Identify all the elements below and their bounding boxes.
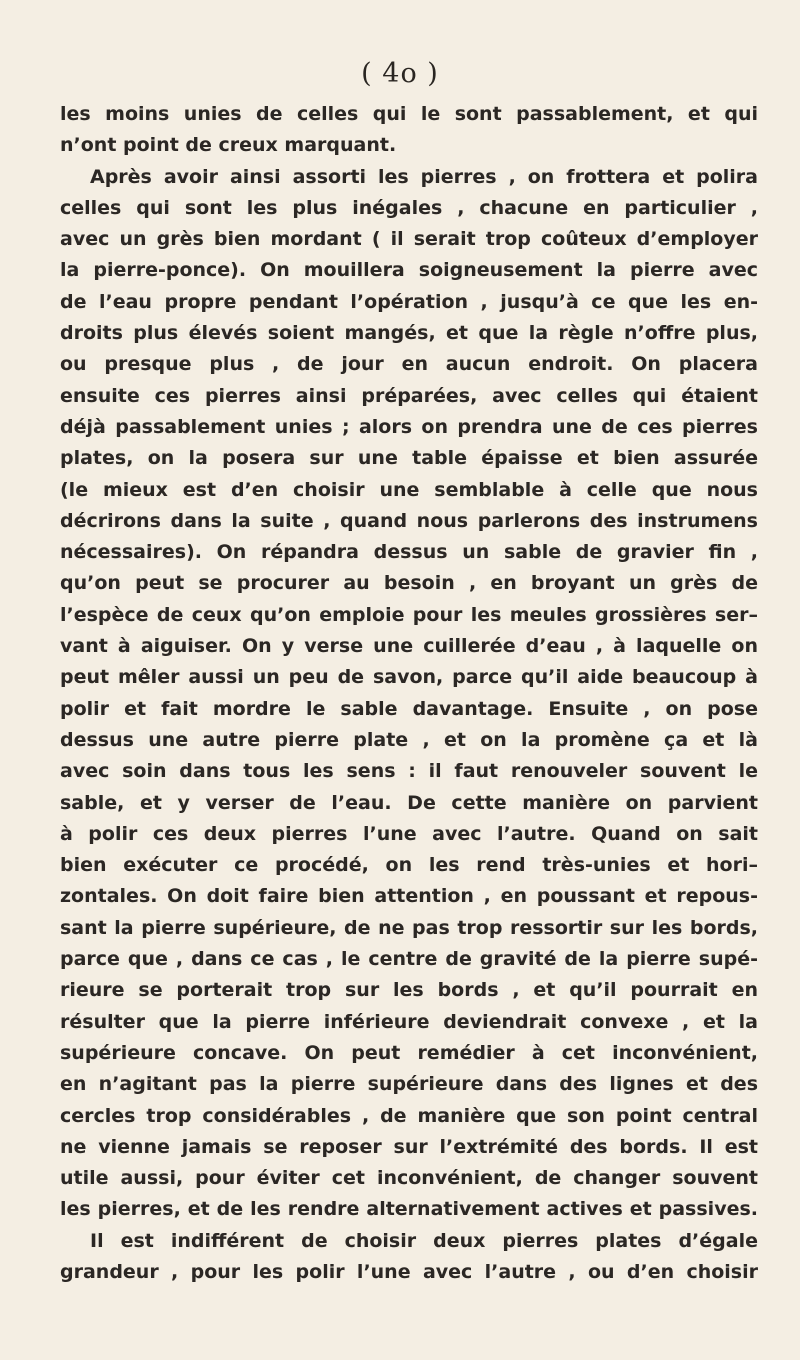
text-line: sant la pierre supérieure, de ne pas trop ressortir sur les bords, [60, 916, 758, 939]
text-line: (le mieux est d’en choisir une semblable à celle que nous [60, 478, 758, 501]
text-line: qu’on peut se procurer au besoin , en broyant un grès de [60, 572, 758, 595]
text-line: bien exécuter ce procédé, on les rend très-unies et hori– [60, 854, 758, 877]
text-line: les moins unies de celles qui le sont passablement, et qui [60, 103, 758, 125]
text-line: celles qui sont les plus inégales , chacune en particulier , [60, 196, 758, 219]
page-number: ( 4o ) [361, 58, 439, 89]
text-line: polir et fait mordre le sable davantage. Ensuite , on pose [60, 697, 758, 720]
text-line: l’espèce de ceux qu’on emploie pour les meules grossières ser– [60, 603, 758, 626]
text-line: déjà passablement unies ; alors on prendra une de ces pierres [60, 415, 758, 438]
text-line: les pierres, et de les rendre alternativement actives et passives. [60, 1198, 758, 1221]
text-line: de l’eau propre pendant l’opération , jusqu’à ce que les en- [60, 290, 758, 313]
text-line: résulter que la pierre inférieure deviendrait convexe , et la [60, 1010, 758, 1033]
text-line: avec soin dans tous les sens : il faut renouveler souvent le [60, 760, 758, 783]
text-line: n’ont point de creux marquant. [60, 134, 397, 157]
text-line: ensuite ces pierres ainsi préparées, avec celles qui étaient [60, 384, 758, 407]
text-line: vant à aiguiser. On y verse une cuillerée d’eau , à laquelle on [60, 635, 758, 658]
text-line: ou presque plus , de jour en aucun endroit. On placera [60, 353, 758, 376]
text-line: à polir ces deux pierres l’une avec l’autre. Quand on sait [60, 822, 758, 845]
text-line: droits plus élevés soient mangés, et que la règle n’offre plus, [60, 322, 758, 345]
text-line: ne vienne jamais se reposer sur l’extrémité des bords. Il est [60, 1135, 758, 1158]
text-line: nécessaires). On répandra dessus un sable de gravier fin , [60, 541, 758, 564]
text-line: décrirons dans la suite , quand nous parlerons des instrumens [60, 509, 758, 532]
text-line: Il est indifférent de choisir deux pierres plates d’égale [90, 1229, 758, 1252]
text-line: cercles trop considérables , de manière que son point central [60, 1104, 758, 1127]
text-line: en n’agitant pas la pierre supérieure dans des lignes et des [60, 1073, 758, 1096]
text-line: sable, et y verser de l’eau. De cette manière on parvient [60, 791, 758, 814]
text-line: zontales. On doit faire bien attention , en poussant et repous- [60, 885, 758, 908]
text-line: supérieure concave. On peut remédier à cet inconvénient, [60, 1041, 758, 1064]
text-line: utile aussi, pour éviter cet inconvénient, de changer souvent [60, 1167, 758, 1190]
text-line: peut mêler aussi un peu de savon, parce qu’il aide beaucoup à [60, 666, 758, 689]
body-text [60, 99, 758, 1288]
text-line: dessus une autre pierre plate , et on la promène ça et là [60, 728, 758, 751]
text-line: avec un grès bien mordant ( il serait trop coûteux d’employer [60, 228, 758, 251]
text-line: rieure se porterait trop sur les bords , et qu’il pourrait en [60, 979, 758, 1002]
text-line: plates, on la posera sur une table épaisse et bien assurée [60, 447, 758, 470]
text-line: la pierre-ponce). On mouillera soigneusement la pierre avec [60, 259, 758, 282]
text-line: grandeur , pour les polir l’une avec l’autre , ou d’en choisir [60, 1260, 758, 1283]
text-line: Après avoir ainsi assorti les pierres , on frottera et polira [90, 165, 758, 188]
text-line: parce que , dans ce cas , le centre de gravité de la pierre supé- [60, 948, 758, 971]
